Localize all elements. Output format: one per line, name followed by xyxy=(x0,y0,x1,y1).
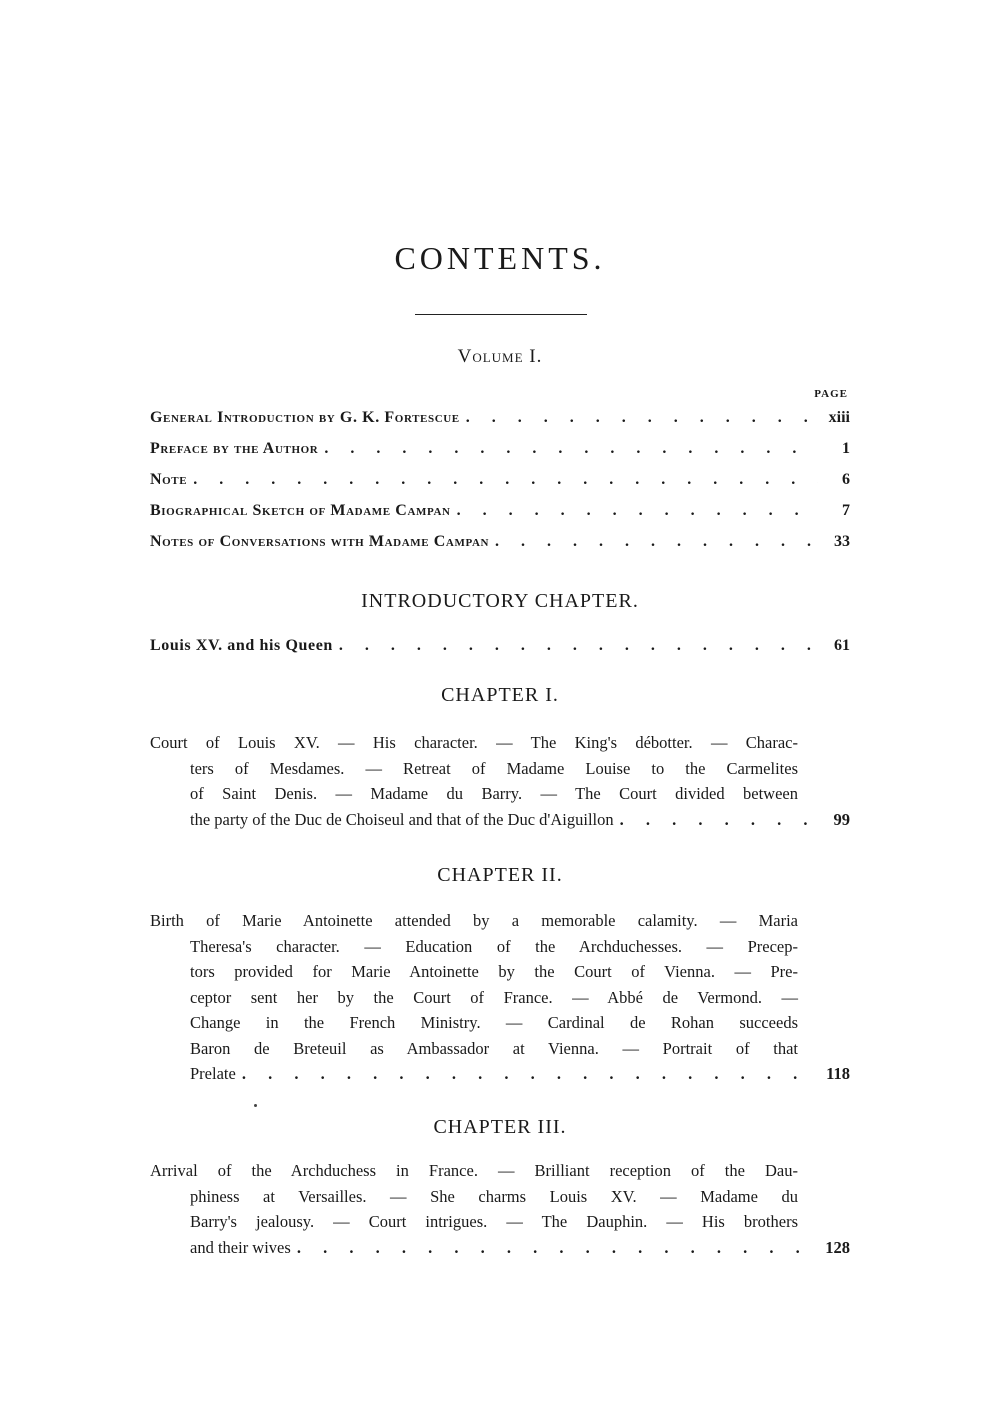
toc-entry-label: Biographical Sketch of Madame Campan xyxy=(150,502,451,519)
toc-entry-page: 33 xyxy=(834,533,850,550)
toc-entry-label: Note xyxy=(150,471,188,488)
toc-entry-label: General Introduction by G. K. Fortescue xyxy=(150,409,460,426)
section-heading-chapter-3: CHAPTER III. xyxy=(433,1116,567,1138)
dot-leader xyxy=(324,439,818,459)
summary-line: phiness at Versailles. — She charms Louis XV. — Madame du xyxy=(190,1186,798,1206)
toc-entry-page: 61 xyxy=(834,637,850,654)
toc-entry-introductory-chapter xyxy=(150,636,850,656)
toc-entry-page: 6 xyxy=(842,471,850,488)
section-heading-chapter-1: CHAPTER I. xyxy=(441,684,559,706)
toc-entry-page: 118 xyxy=(826,1064,850,1083)
summary-line: of Saint Denis. — Madame du Barry. — The Court divided between xyxy=(190,784,798,803)
toc-entry-preface xyxy=(150,439,850,459)
toc-entry-page: 128 xyxy=(825,1237,850,1257)
toc-entry-page: 1 xyxy=(842,440,850,457)
toc-entry-page: xiii xyxy=(828,409,850,426)
summary-line: Court of Louis XV. — His character. — The King's débotter. — Charac- xyxy=(150,733,798,752)
title-rule xyxy=(415,314,587,315)
volume-heading: Volume I. xyxy=(457,346,543,367)
summary-line: Barry's jealousy. — Court intrigues. — The Dauphin. — His brothers xyxy=(190,1212,798,1231)
toc-entry-notes-of-conversations xyxy=(150,532,850,552)
dot-leader xyxy=(297,1235,818,1261)
section-heading-chapter-2: CHAPTER II. xyxy=(437,864,563,886)
summary-line: tors provided for Marie Antoinette by the Court of Vienna. — Pre- xyxy=(190,962,798,981)
summary-line: Birth of Marie Antoinette attended by a memorable calamity. — Maria xyxy=(150,911,798,930)
dot-leader xyxy=(339,636,818,656)
summary-last-line xyxy=(190,1061,850,1087)
summary-line: ceptor sent her by the Court of France. — Abbé de Vermond. — xyxy=(190,987,798,1007)
chapter-1-summary xyxy=(150,730,850,832)
chapter-3-summary xyxy=(150,1158,850,1260)
summary-line: Prelate xyxy=(190,1064,236,1083)
page-title: CONTENTS. xyxy=(394,240,606,276)
summary-last-line xyxy=(190,807,850,833)
summary-line: ters of Mesdames. — Retreat of Madame Louise to the Carmelites xyxy=(190,758,798,778)
toc-entry-introduction xyxy=(150,408,850,428)
summary-line: Baron de Breteuil as Ambassador at Vienna. — Portrait of that xyxy=(190,1038,798,1058)
dot-leader xyxy=(495,532,818,552)
chapter-2-summary xyxy=(150,908,850,1087)
toc-entry-label: Preface by the Author xyxy=(150,440,319,457)
toc-entry-label: Notes of Conversations with Madame Campan xyxy=(150,533,490,550)
toc-entry-page: 99 xyxy=(833,809,850,829)
summary-line: Change in the French Ministry. — Cardinal de Rohan succeeds xyxy=(190,1013,798,1032)
toc-entry-label: Louis XV. and his Queen xyxy=(150,637,333,654)
toc-entry-page: 7 xyxy=(842,502,850,519)
dot-leader xyxy=(242,1061,818,1087)
dot-leader xyxy=(620,807,818,833)
section-heading-introductory: INTRODUCTORY CHAPTER. xyxy=(361,590,639,612)
summary-last-line xyxy=(190,1235,850,1261)
dot-leader xyxy=(193,470,818,490)
toc-entry-note xyxy=(150,470,850,490)
print-speck xyxy=(254,1104,257,1107)
summary-line: Theresa's character. — Education of the Archduchesses. — Precep- xyxy=(190,936,798,956)
toc-entry-biographical-sketch xyxy=(150,501,850,521)
dot-leader xyxy=(457,501,818,521)
summary-line: the party of the Duc de Choiseul and that of the Duc d'Aiguillon xyxy=(190,809,614,829)
summary-line: and their wives xyxy=(190,1237,291,1257)
page-column-header: PAGE xyxy=(814,388,848,400)
summary-line: Arrival of the Archduchess in France. — Brilliant reception of the Dau- xyxy=(150,1161,798,1180)
dot-leader xyxy=(466,408,818,428)
